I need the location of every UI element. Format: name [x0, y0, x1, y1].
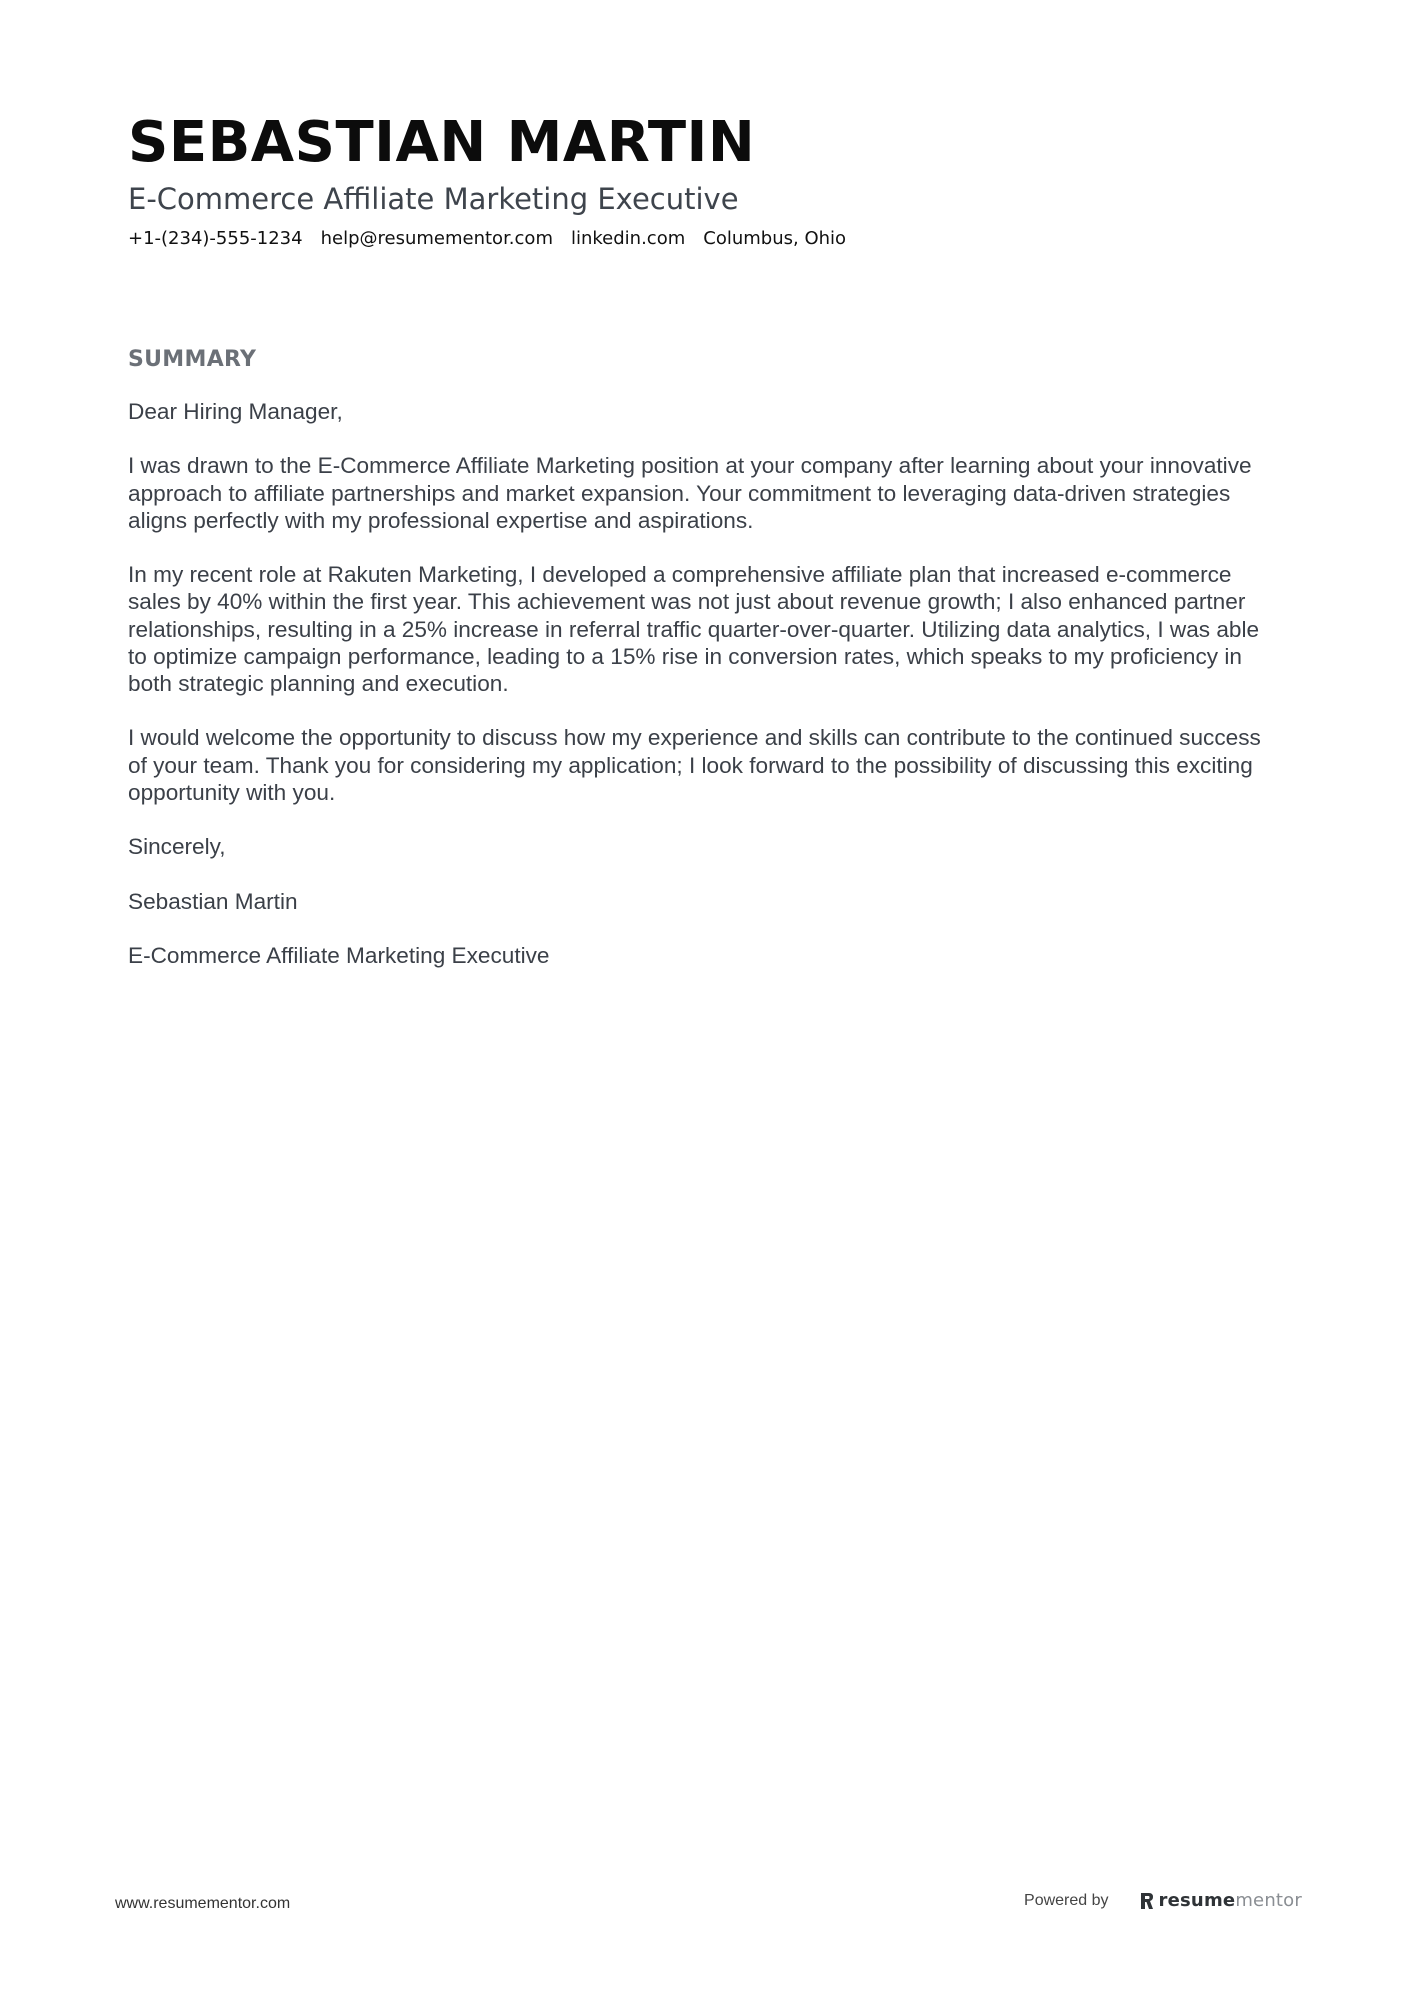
- job-title: E-Commerce Affiliate Marketing Executive: [128, 182, 739, 216]
- salutation: Dear Hiring Manager,: [128, 399, 343, 424]
- signature-name: Sebastian Martin: [128, 888, 298, 914]
- resumementor-logo[interactable]: [1139, 1890, 1302, 1911]
- letter-paragraph: In my recent role at Rakuten Marketing, I developed a comprehensive affiliate plan that increased e-commerce sales by 40% within the first year. This achievement was not just about revenue growth; I also enhanced partner relationships, resulting in a 25% increase in referral traffic quarter-over-quarter. Utilizing data analytics, I was able to optimize campaign performance, leading to a 15% rise in conversion rates, which speaks to my proficiency in both strategic planning and execution.: [128, 562, 1260, 696]
- signature-title: E-Commerce Affiliate Marketing Executive: [128, 942, 550, 968]
- powered-by-label: Powered by: [1024, 1891, 1109, 1909]
- letter-paragraph: I would welcome the opportunity to discuss how my experience and skills can contribute to the continued success of your team. Thank you for considering my application; I look forward to the possibility of discussing this exciting opportunity with you.: [128, 725, 1261, 805]
- contact-phone: +1-(234)-555-1234: [128, 228, 303, 249]
- resumementor-logo-icon: [1139, 1891, 1155, 1911]
- letter-body: [128, 398, 1268, 996]
- letter-paragraph: I was drawn to the E-Commerce Affiliate Marketing position at your company after learning about your innovative approach to affiliate partnerships and market expansion. Your commitment to leveraging data-driven strategies aligns perfectly with my professional expertise and aspirations.: [128, 453, 1252, 533]
- logo-wordmark: resumementor: [1158, 1890, 1302, 1911]
- contact-email[interactable]: help@resumementor.com: [320, 228, 553, 249]
- contact-linkedin[interactable]: linkedin.com: [570, 228, 686, 249]
- footer-url[interactable]: www.resumementor.com: [115, 1895, 291, 1912]
- candidate-name: SEBASTIAN MARTIN: [128, 110, 756, 175]
- summary-heading: SUMMARY: [128, 347, 257, 372]
- contact-location: Columbus, Ohio: [703, 228, 847, 249]
- contact-info: [128, 226, 1288, 252]
- footer-branding: [1024, 1890, 1302, 1911]
- closing: Sincerely,: [128, 834, 226, 860]
- header: [128, 108, 1288, 252]
